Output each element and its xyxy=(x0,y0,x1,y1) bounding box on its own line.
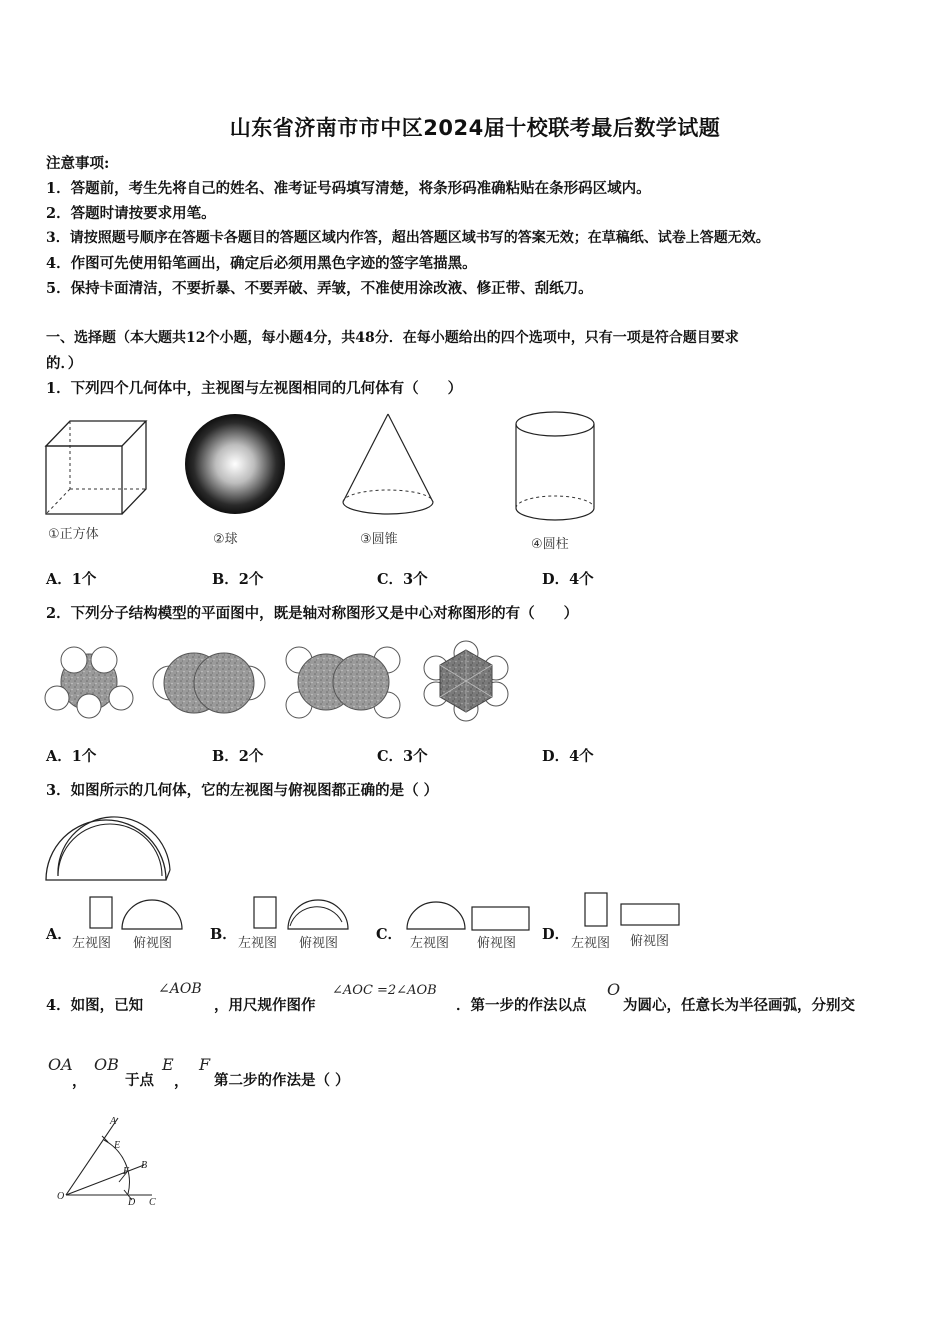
q4-text-2: ，用尺规作图作 xyxy=(214,997,316,1014)
q3-b-left-view-shape xyxy=(253,896,279,930)
q3-b-left-view-label: 左视图 xyxy=(238,936,278,951)
q1-option-c[interactable]: C．3个 xyxy=(377,571,428,588)
cone-figure xyxy=(340,412,436,522)
q3-d-top-view-shape xyxy=(620,903,682,927)
q3-c-top-view-shape xyxy=(471,906,531,932)
q3-b-top-view-shape xyxy=(286,898,350,932)
q4-point-e: E xyxy=(162,1055,174,1074)
q3-c-top-view-label: 俯视图 xyxy=(477,936,517,951)
q3-option-a[interactable]: A． xyxy=(46,926,72,943)
question-2-stem: 2．下列分子结构模型的平面图中，既是轴对称图形又是中心对称图形的有（ ） xyxy=(46,605,579,622)
q4-text-5: 于点 xyxy=(125,1072,154,1089)
q3-d-left-view-shape xyxy=(584,892,610,928)
q3-a-top-view-shape xyxy=(120,898,184,932)
caption-sphere: ②球 xyxy=(213,532,238,547)
question-3-stem: 3．如图所示的几何体，它的左视图与俯视图都正确的是（ ） xyxy=(46,782,439,799)
q4-comma-1: ， xyxy=(72,1073,87,1090)
fig-label-o: O xyxy=(57,1191,65,1202)
q3-a-top-view-label: 俯视图 xyxy=(133,936,173,951)
angle-construction-figure xyxy=(44,1112,166,1212)
sphere-figure xyxy=(185,414,285,514)
fig-label-b: B xyxy=(141,1160,148,1171)
section-heading: 一、选择题（本大题共12个小题，每小题4分，共48分．在每小题给出的四个选项中，只有一项是符合题目要求 xyxy=(46,330,739,346)
molecule-3-figure xyxy=(284,643,402,721)
notice-item: 4．作图可先使用铅笔画出，确定后必须用黑色字迹的签字笔描黑。 xyxy=(46,255,477,272)
q2-option-a[interactable]: A．1个 xyxy=(46,748,97,765)
q4-seg-oa: OA xyxy=(48,1055,73,1074)
q3-a-left-view-label: 左视图 xyxy=(72,936,112,951)
notice-item: 3．请按照题号顺序在答题卡各题目的答题区域内作答，超出答题区域书写的答案无效；在草稿纸、试卷上答题无效。 xyxy=(46,230,770,246)
question-1-stem: 1．下列四个几何体中，主视图与左视图相同的几何体有（ ） xyxy=(46,380,463,397)
q4-angle-aob: ∠AOB xyxy=(158,981,202,997)
q4-point-f: F xyxy=(199,1055,211,1074)
q4-seg-ob: OB xyxy=(94,1055,119,1074)
q4-text-3: ．第一步的作法以点 xyxy=(456,997,587,1014)
notice-heading: 注意事项: xyxy=(46,155,110,172)
q3-d-left-view-label: 左视图 xyxy=(571,936,611,951)
q1-option-a[interactable]: A．1个 xyxy=(46,571,97,588)
page-title: 山东省济南市市中区2024届十校联考最后数学试题 xyxy=(229,116,721,140)
fig-label-a: A xyxy=(110,1116,117,1127)
q3-c-left-view-label: 左视图 xyxy=(410,936,450,951)
q3-c-left-view-shape xyxy=(405,899,467,931)
cylinder-figure xyxy=(513,410,597,528)
cube-figure xyxy=(44,418,154,518)
fig-label-d: D xyxy=(128,1197,136,1208)
caption-cylinder: ④圆柱 xyxy=(531,537,569,552)
q4-text-6: 第二步的作法是（ ） xyxy=(214,1072,350,1089)
fig-label-c: C xyxy=(149,1197,156,1208)
q2-option-b[interactable]: B．2个 xyxy=(212,748,264,765)
molecule-1-figure xyxy=(44,644,136,720)
notice-item: 1．答题前，考生先将自己的姓名、准考证号码填写清楚，将条形码准确粘贴在条形码区域内。 xyxy=(46,180,651,197)
q2-option-c[interactable]: C．3个 xyxy=(377,748,428,765)
notice-item: 2．答题时请按要求用笔。 xyxy=(46,205,216,222)
q3-d-top-view-label: 俯视图 xyxy=(630,934,670,949)
q4-comma-2: ， xyxy=(174,1073,189,1090)
q3-option-d[interactable]: D． xyxy=(542,926,570,943)
q3-option-b[interactable]: B． xyxy=(210,926,237,943)
q1-option-b[interactable]: B．2个 xyxy=(212,571,264,588)
half-cylinder-figure xyxy=(44,810,174,884)
q4-text-1: 4．如图，已知 xyxy=(46,997,144,1014)
molecule-2-figure xyxy=(150,650,268,716)
fig-label-f: F xyxy=(123,1166,130,1177)
q4-angle-equation: ∠AOC =2∠AOB xyxy=(332,983,437,998)
notice-item: 5．保持卡面清洁，不要折暴、不要弄破、弄皱，不准使用涂改液、修正带、刮纸刀。 xyxy=(46,280,593,297)
fig-label-e: E xyxy=(114,1140,121,1151)
q4-point-o: O xyxy=(607,980,621,999)
section-heading-cont: 的．） xyxy=(46,355,83,372)
q1-option-d[interactable]: D．4个 xyxy=(542,571,594,588)
caption-cube: ①正方体 xyxy=(48,527,99,542)
q4-text-4: 为圆心，任意长为半径画弧，分别交 xyxy=(623,997,855,1014)
q3-b-top-view-label: 俯视图 xyxy=(299,936,339,951)
q3-a-left-view-shape xyxy=(89,896,115,930)
caption-cone: ③圆锥 xyxy=(360,532,398,547)
molecule-4-figure xyxy=(422,640,510,722)
q2-option-d[interactable]: D．4个 xyxy=(542,748,594,765)
q3-option-c[interactable]: C． xyxy=(376,926,403,943)
